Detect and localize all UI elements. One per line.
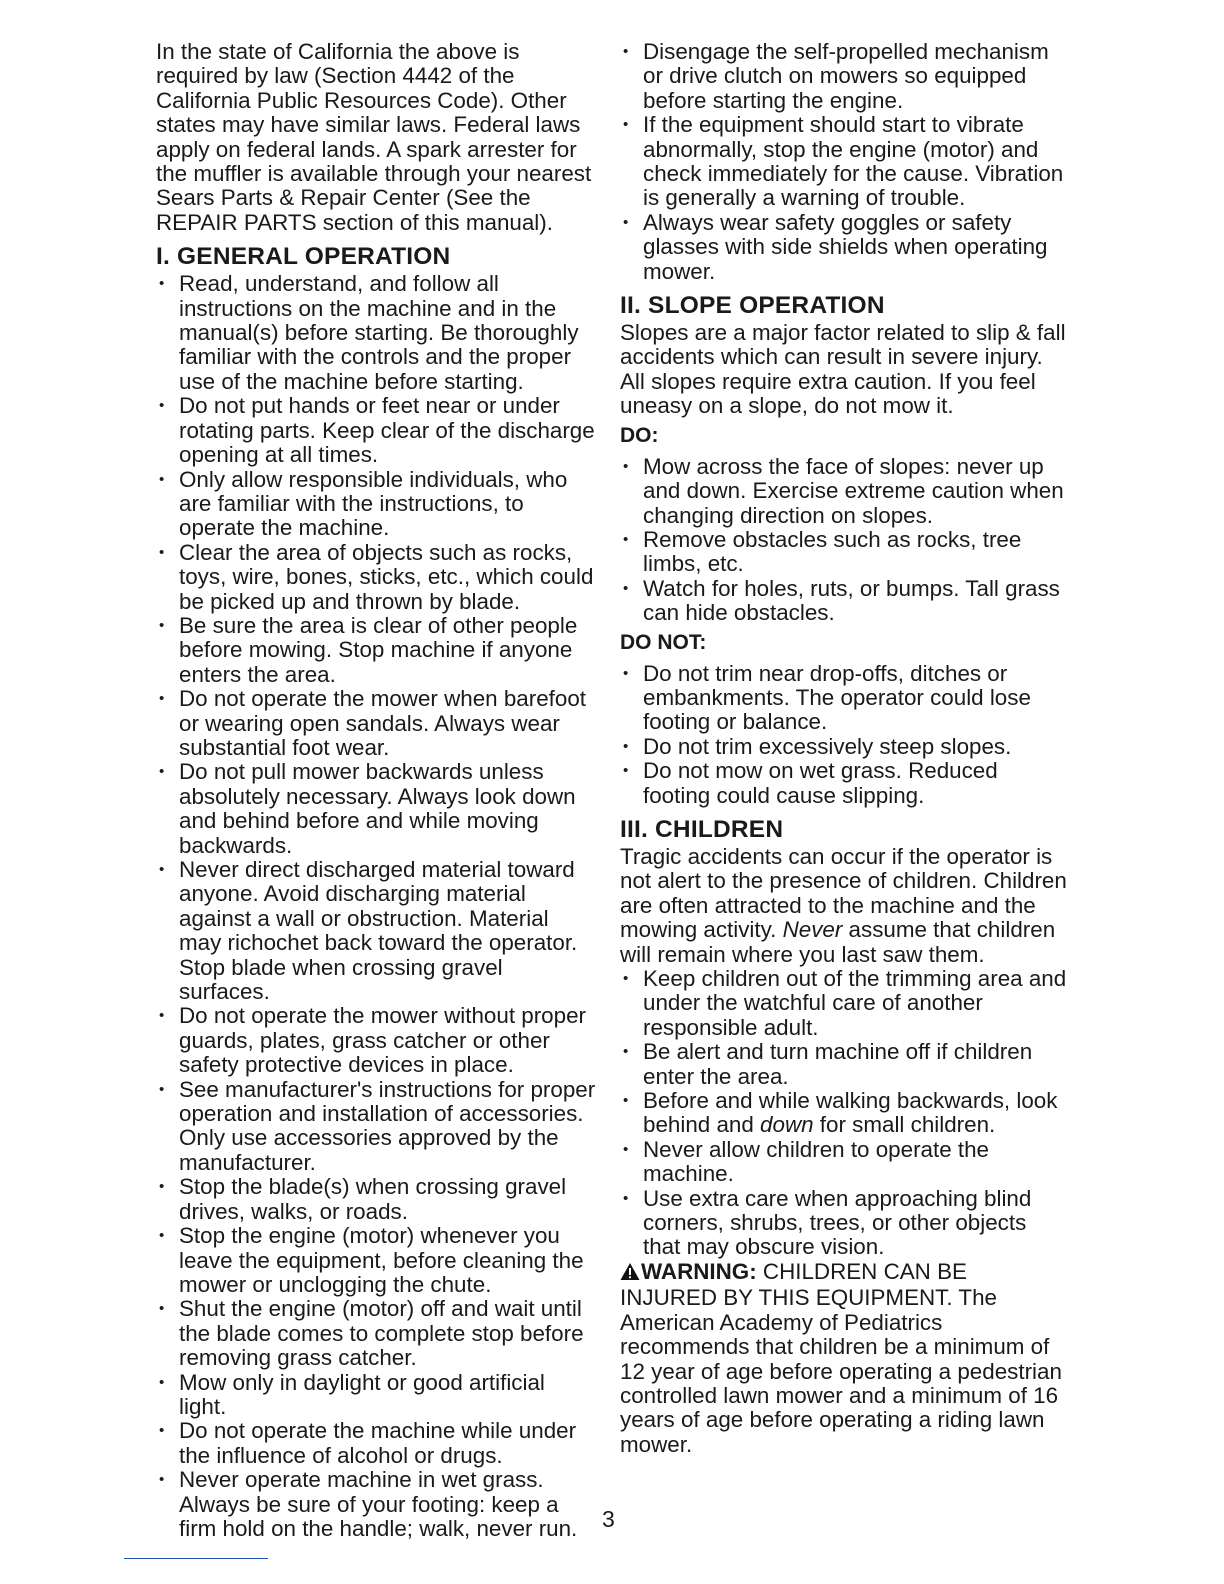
list-item-emphasis: down [760,1112,814,1138]
list-item: • Be alert and turn machine off if children enter the area. [620,1040,1068,1089]
list-item: • Never operate machine in wet grass. Always be sure of your footing: keep a firm hold on the handle; walk, never run. [156,1468,596,1541]
warning-triangle-icon [620,1262,640,1286]
list-item: • See manufacturer's instructions for proper operation and installation of accessories. Only use accessories approved by the manufacturer. [156,1078,596,1176]
list-item: • Do not operate the mower without proper guards, plates, grass catcher or other safety protective devices in place. [156,1004,596,1077]
list-item: • Disengage the self-propelled mechanism or drive clutch on mowers so equipped before starting the engine. [620,40,1068,113]
warning-label: WARNING: [641,1258,757,1284]
list-item: • Be sure the area is clear of other people before mowing. Stop machine if anyone enters the area. [156,614,596,687]
children-intro-text-end: assume that children will remain where you last saw them. [620,917,1056,967]
list-item: • Mow across the face of slopes: never up and down. Exercise extreme caution when changing direction on slopes. [620,455,1068,528]
children-intro [620,845,1068,967]
page-number: 3 [602,1506,615,1532]
footer-rule [124,1558,268,1559]
list-item: • Only allow responsible individuals, who are familiar with the instructions, to operate the machine. [156,468,596,541]
list-item: • Never allow children to operate the machine. [620,1138,1068,1187]
list-item-text-end: for small children. [813,1112,996,1138]
list-item: • Do not pull mower backwards unless absolutely necessary. Always look down and behind before and while moving backwards. [156,760,596,858]
children-warning [620,1260,1068,1457]
list-item: • Keep children out of the trimming area and under the watchful care of another responsible adult. [620,967,1068,1040]
list-item: • Use extra care when approaching blind corners, shrubs, trees, or other objects that may obscure vision. [620,1187,1068,1260]
list-item: • Stop the blade(s) when crossing gravel drives, walks, or roads. [156,1175,596,1224]
children-list [620,967,1068,1260]
list-item: • Do not operate the mower when barefoot or wearing open sandals. Always wear substantial foot wear. [156,687,596,760]
right-column [620,40,1068,1457]
list-item: • Mow only in daylight or good artificial light. [156,1371,596,1420]
left-column [156,40,596,1541]
do-list [620,455,1068,626]
list-item: • Never direct discharged material toward anyone. Avoid discharging material against a wall or obstruction. Material may richochet back toward the operator. Stop blade when crossing gravel surfaces. [156,858,596,1004]
list-item: • Do not trim excessively steep slopes. [620,735,1068,759]
warning-text: CHILDREN CAN BE INJURED BY THIS EQUIPMENT. The American Academy of Pediatrics recommends that children be a minimum of 12 year of age before operating a pedestrian controlled lawn mower and a minimum of 16 years of age before operating a riding lawn mower. [620,1258,1062,1457]
children-intro-text: Tragic accidents can occur if the operator is not alert to the presence of children. Children are often attracted to the machine and the mowing activity. [620,843,1067,943]
general-operation-list-continued [620,40,1068,284]
list-item: • Stop the engine (motor) whenever you leave the equipment, before cleaning the mower or unclogging the chute. [156,1224,596,1297]
list-item-text: Before and while walking backwards, look behind and [643,1088,1058,1138]
general-operation-list [156,272,596,1541]
do-heading: DO: [620,423,659,447]
list-item [620,1089,1068,1138]
do-not-heading: DO NOT: [620,630,707,654]
list-item: • Shut the engine (motor) off and wait until the blade comes to complete stop before removing grass catcher. [156,1297,596,1370]
list-item: • Do not mow on wet grass. Reduced footing could cause slipping. [620,759,1068,808]
children-intro-emphasis: Never [782,917,843,943]
do-not-list [620,662,1068,808]
list-item: • Do not operate the machine while under the influence of alcohol or drugs. [156,1419,596,1468]
list-item: • Do not put hands or feet near or under rotating parts. Keep clear of the discharge opening at all times. [156,394,596,467]
children-heading: III. CHILDREN [620,815,784,843]
list-item: • Always wear safety goggles or safety glasses with side shields when operating mower. [620,211,1068,284]
slope-operation-heading: II. SLOPE OPERATION [620,292,885,320]
list-item: • Read, understand, and follow all instructions on the machine and in the manual(s) before starting. Be thoroughly familiar with the controls and the proper use of the machine before starting. [156,272,596,394]
list-item: • Watch for holes, ruts, or bumps. Tall grass can hide obstacles. [620,577,1068,626]
list-item: • If the equipment should start to vibrate abnormally, stop the engine (motor) and check immediately for the cause. Vibration is generally a warning of trouble. [620,113,1068,211]
general-operation-heading: I. GENERAL OPERATION [156,243,451,271]
list-item: • Clear the area of objects such as rocks, toys, wire, bones, sticks, etc., which could be picked up and thrown by blade. [156,541,596,614]
slope-intro: Slopes are a major factor related to slip & fall accidents which can result in severe injury. All slopes require extra caution. If you feel uneasy on a slope, do not mow it. [620,320,1066,419]
california-intro: In the state of California the above is required by law (Section 4442 of the California Public Resources Code). Other states may have similar laws. Federal laws apply on federal lands. A spark arrester for the muffler is available through your nearest Sears Parts & Repair Center (See the REPAIR PARTS section of this manual). [156,39,592,235]
list-item: • Do not trim near drop-offs, ditches or embankments. The operator could lose footing or balance. [620,662,1068,735]
list-item: • Remove obstacles such as rocks, tree limbs, etc. [620,528,1068,577]
